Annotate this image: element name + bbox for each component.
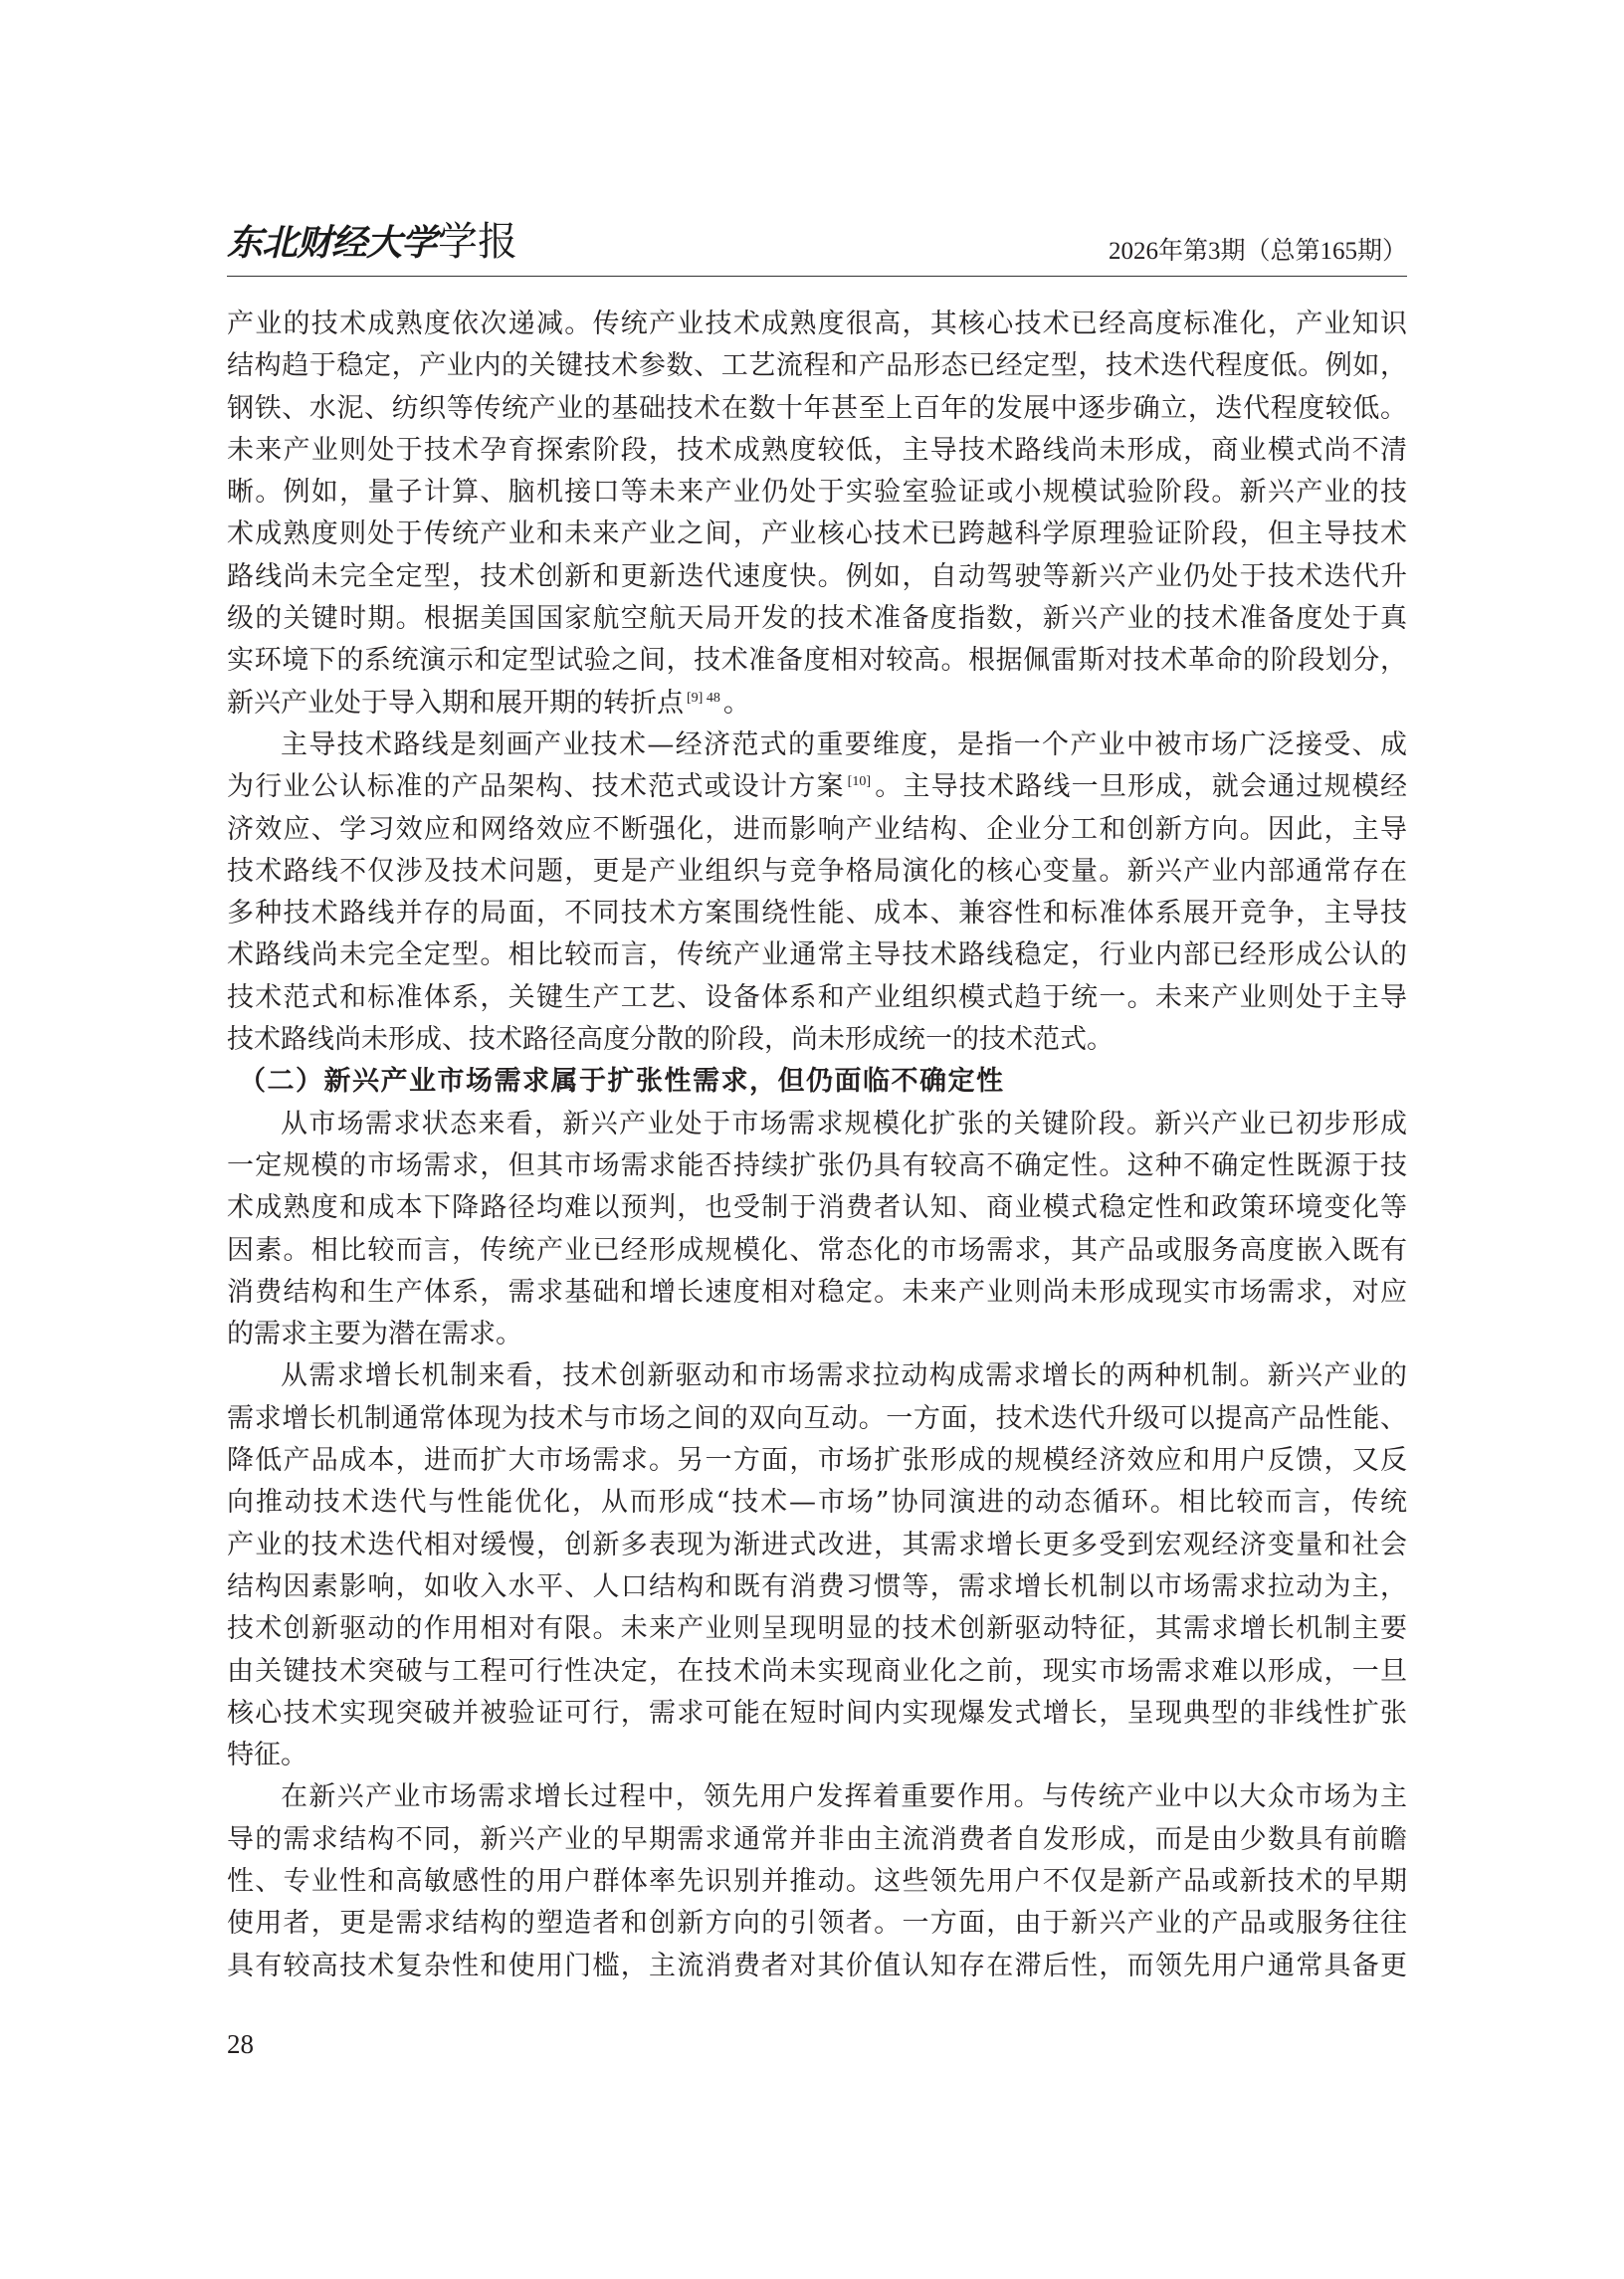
paragraph <box>227 304 1407 725</box>
text-line: 在新兴产业市场需求增长过程中，领先用户发挥着重要作用。与传统产业中以大众市场为主 <box>281 1781 1407 1813</box>
text-line: 结构因素影响，如收入水平、人口结构和既有消费习惯等，需求增长机制以市场需求拉动为主， <box>227 1570 1407 1602</box>
text-line <box>227 683 1407 725</box>
text-line-segment: 。主导技术路线一旦形成，就会通过规模经 <box>873 771 1408 803</box>
text-line: 降低产品成本，进而扩大市场需求。另一方面，市场扩张形成的规模经济效应和用户反馈，又反 <box>227 1445 1407 1477</box>
journal-logo-calligraphy: 东北财经大学 <box>227 222 437 264</box>
text-line: 产业的技术成熟度依次递减。传统产业技术成熟度很高，其核心技术已经高度标准化，产业知识 <box>227 309 1407 339</box>
citation-superscript: [9] 48 <box>687 690 720 706</box>
text-line: 从需求增长机制来看，技术创新驱动和市场需求拉动构成需求增长的两种机制。新兴产业的 <box>281 1360 1407 1392</box>
text-line: 多种技术路线并存的局面，不同技术方案围绕性能、成本、兼容性和标准体系展开竞争，主导技 <box>227 898 1407 930</box>
text-line: 导的需求结构不同，新兴产业的早期需求通常并非由主流消费者自发形成，而是由少数具有前瞻 <box>227 1823 1407 1855</box>
text-line-segment: 新兴产业处于导入期和展开期的转折点 <box>227 687 684 719</box>
text-line: 技术范式和标准体系，关键生产工艺、设备体系和产业组织模式趋于统一。未来产业则处于主导 <box>227 981 1407 1013</box>
text-line: 由关键技术突破与工程可行性决定，在技术尚未实现商业化之前，现实市场需求难以形成，一旦 <box>227 1655 1407 1687</box>
text-line: 结构趋于稳定，产业内的关键技术参数、工艺流程和产品形态已经定型，技术迭代程度低。例如， <box>227 350 1407 382</box>
journal-logo-suffix: 学报 <box>438 219 518 265</box>
text-line-segment: 为行业公认标准的产品架构、技术范式或设计方案 <box>227 771 845 803</box>
text-line: 具有较高技术复杂性和使用门槛，主流消费者对其价值认知存在滞后性，而领先用户通常具备更 <box>227 1950 1407 1981</box>
issue-info: 2026年第3期（总第165期） <box>1108 238 1407 265</box>
journal-logo <box>227 215 517 269</box>
article-body <box>227 304 1407 1987</box>
paragraph <box>227 1355 1407 1776</box>
text-line: 术成熟度和成本下降路径均难以预判，也受制于消费者认知、商业模式稳定性和政策环境变化等 <box>227 1192 1407 1224</box>
citation-superscript: [10] <box>847 774 871 790</box>
text-line: 级的关键时期。根据美国国家航空航天局开发的技术准备度指数，新兴产业的技术准备度处于真 <box>227 603 1407 635</box>
text-line: 未来产业则处于技术孕育探索阶段，技术成熟度较低，主导技术路线尚未形成，商业模式尚不清 <box>227 434 1407 466</box>
text-line: 钢铁、水泥、纺织等传统产业的基础技术在数十年甚至上百年的发展中逐步确立，迭代程度较低。 <box>227 392 1407 424</box>
text-line: 使用者，更是需求结构的塑造者和创新方向的引领者。一方面，由于新兴产业的产品或服务往往 <box>227 1908 1407 1940</box>
text-line: 核心技术实现突破并被验证可行，需求可能在短时间内实现爆发式增长，呈现典型的非线性扩张 <box>227 1697 1407 1729</box>
text-line: 消费结构和生产体系，需求基础和增长速度相对稳定。未来产业则尚未形成现实市场需求，对应 <box>227 1276 1407 1308</box>
page-number: 28 <box>227 2029 254 2059</box>
text-line: 术路线尚未完全定型。相比较而言，传统产业通常主导技术路线稳定，行业内部已经形成公认的 <box>227 939 1407 971</box>
text-line: 向推动技术迭代与性能优化，从而形成“技术—市场”协同演进的动态循环。相比较而言，传统 <box>227 1487 1407 1519</box>
text-line <box>227 766 1407 808</box>
text-line: 从市场需求状态来看，新兴产业处于市场需求规模化扩张的关键阶段。新兴产业已初步形成 <box>281 1108 1407 1140</box>
paragraph <box>227 725 1407 1061</box>
text-line: 一定规模的市场需求，但其市场需求能否持续扩张仍具有较高不确定性。这种不确定性既源于技 <box>227 1149 1407 1181</box>
text-line: 主导技术路线是刻画产业技术—经济范式的重要维度，是指一个产业中被市场广泛接受、成 <box>281 728 1407 760</box>
text-line: 性、专业性和高敏感性的用户群体率先识别并推动。这些领先用户不仅是新产品或新技术的早期 <box>227 1865 1407 1897</box>
text-line: 路线尚未完全定型，技术创新和更新迭代速度快。例如，自动驾驶等新兴产业仍处于技术迭代升 <box>227 560 1407 592</box>
paragraph <box>227 1776 1407 1986</box>
text-line: 特征。 <box>227 1740 307 1771</box>
text-line: 因素。相比较而言，传统产业已经形成规模化、常态化的市场需求，其产品或服务高度嵌入既有 <box>227 1234 1407 1266</box>
text-line-segment: 。 <box>722 687 750 719</box>
paragraph <box>227 1104 1407 1356</box>
text-line: 济效应、学习效应和网络效应不断强化，进而影响产业结构、企业分工和创新方向。因此，主导 <box>227 813 1407 845</box>
text-line: 技术路线尚未形成、技术路径高度分散的阶段，尚未形成统一的技术范式。 <box>227 1024 1114 1056</box>
text-line: 产业的技术迭代相对缓慢，创新多表现为渐进式改进，其需求增长更多受到宏观经济变量和社会 <box>227 1529 1407 1560</box>
text-line: 技术路线不仅涉及技术问题，更是产业组织与竞争格局演化的核心变量。新兴产业内部通常存在 <box>227 855 1407 887</box>
text-line: 技术创新驱动的作用相对有限。未来产业则呈现明显的技术创新驱动特征，其需求增长机制主要 <box>227 1613 1407 1645</box>
text-line: 术成熟度则处于传统产业和未来产业之间，产业核心技术已跨越科学原理验证阶段，但主导技术 <box>227 518 1407 550</box>
text-line: 需求增长机制通常体现为技术与市场之间的双向互动。一方面，技术迭代升级可以提高产品性能、 <box>227 1402 1407 1434</box>
section-heading: （二）新兴产业市场需求属于扩张性需求，但仍面临不确定性 <box>239 1066 1005 1098</box>
text-line: 的需求主要为潜在需求。 <box>227 1319 522 1350</box>
text-line: 晰。例如，量子计算、脑机接口等未来产业仍处于实验室验证或小规模试验阶段。新兴产业的技 <box>227 477 1407 509</box>
text-line: 实环境下的系统演示和定型试验之间，技术准备度相对较高。根据佩雷斯对技术革命的阶段划分， <box>227 645 1407 677</box>
header-rule <box>227 276 1407 277</box>
